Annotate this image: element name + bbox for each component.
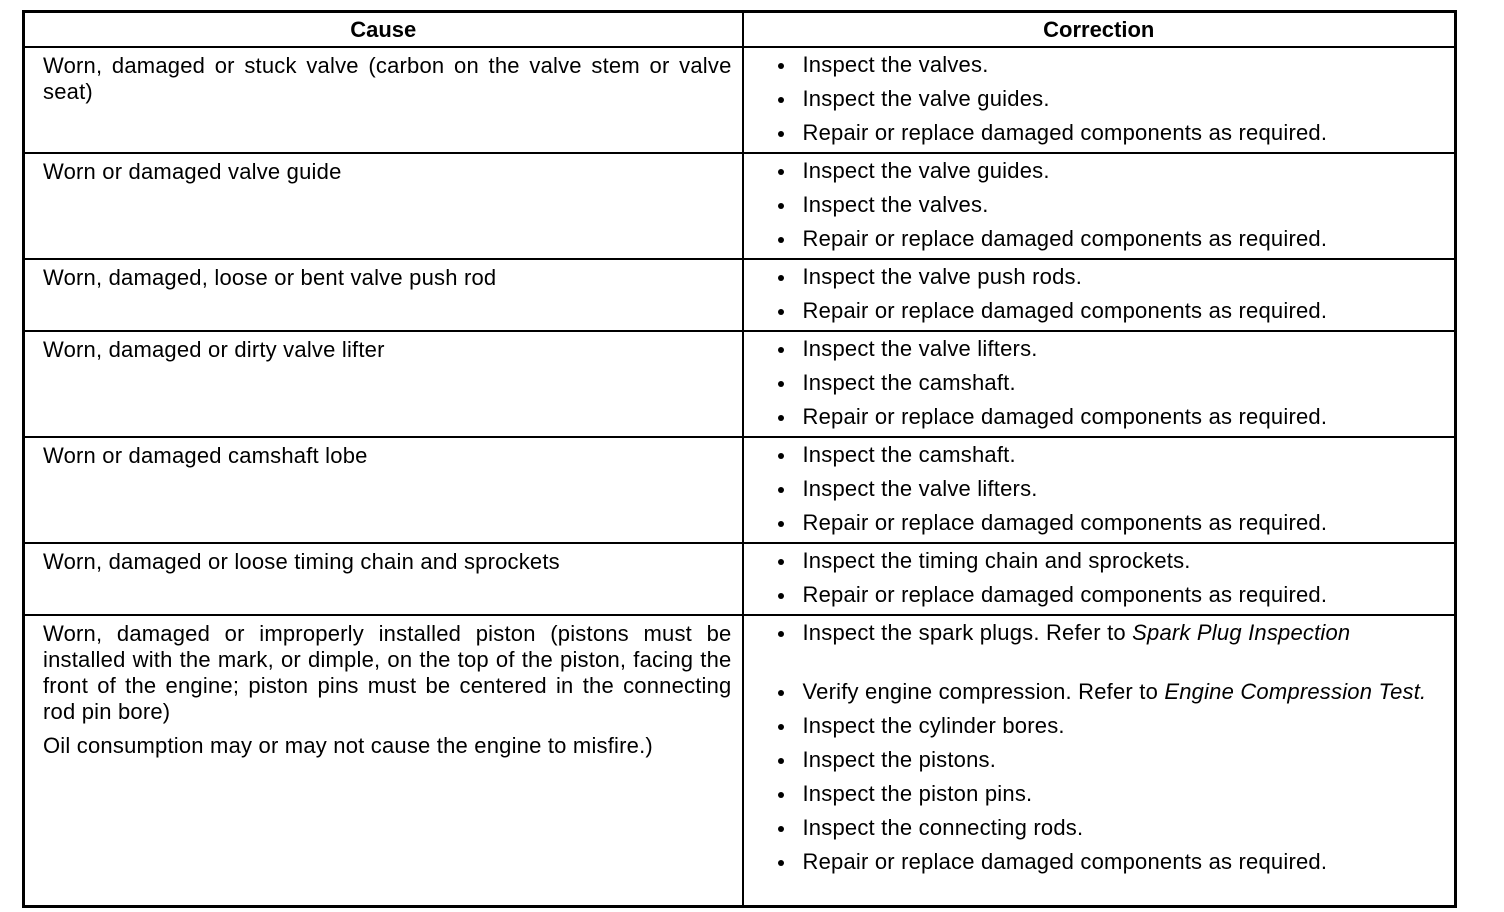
- cause-cell: [24, 47, 743, 153]
- header-row: [24, 12, 1456, 48]
- correction-text: Repair or replace damaged components as required.: [802, 226, 1328, 251]
- bullet-icon: [778, 758, 784, 764]
- correction-text: Repair or replace damaged components as required.: [802, 510, 1328, 535]
- bullet-icon: [778, 593, 784, 599]
- correction-list: [778, 442, 1449, 536]
- correction-text: Repair or replace damaged components as required.: [802, 298, 1328, 323]
- correction-list: [778, 620, 1449, 875]
- bullet-icon: [778, 275, 784, 281]
- table-row: [24, 615, 1456, 907]
- cause-correction-table: [22, 10, 1457, 908]
- bullet-icon: [778, 631, 784, 637]
- list-item: [778, 370, 1449, 396]
- list-item: [778, 713, 1449, 739]
- correction-text: Inspect the valves.: [802, 192, 989, 217]
- bullet-icon: [778, 203, 784, 209]
- reference-link[interactable]: Engine Compression Test.: [1164, 679, 1427, 704]
- correction-cell: [743, 153, 1456, 259]
- correction-cell: [743, 259, 1456, 331]
- bullet-icon: [778, 690, 784, 696]
- correction-list: [778, 52, 1449, 146]
- correction-text: Inspect the valve push rods.: [802, 264, 1083, 289]
- list-item: [778, 815, 1449, 841]
- cause-cell: [24, 259, 743, 331]
- correction-text: Inspect the connecting rods.: [802, 815, 1084, 840]
- bullet-icon: [778, 559, 784, 565]
- list-item: [778, 404, 1449, 430]
- table-row: [24, 47, 1456, 153]
- list-item: [778, 120, 1449, 146]
- correction-text: Verify engine compression. Refer to: [802, 679, 1165, 704]
- list-item: [778, 679, 1449, 705]
- header-correction: Correction: [743, 12, 1456, 48]
- correction-text: Repair or replace damaged components as required.: [802, 849, 1328, 874]
- table-row: [24, 543, 1456, 615]
- cause-cell: [24, 543, 743, 615]
- correction-text: Inspect the valve guides.: [802, 158, 1050, 183]
- cause-cell: [24, 437, 743, 543]
- correction-cell: [743, 47, 1456, 153]
- table-row: [24, 153, 1456, 259]
- table-row: [24, 259, 1456, 331]
- correction-list: [778, 158, 1449, 252]
- cause-note: Oil consumption may or may not cause the engine to misfire.): [43, 733, 653, 758]
- correction-text: Inspect the valves.: [802, 52, 989, 77]
- cause-text: Worn, damaged or improperly installed piston (pistons must be installed with the mark, or dimple, on the top of the piston, facing the front of the engine; piston pins must be centered in the connecting rod pin bore): [43, 621, 732, 724]
- correction-list: [778, 336, 1449, 430]
- bullet-icon: [778, 309, 784, 315]
- bullet-icon: [778, 237, 784, 243]
- correction-text: Inspect the cylinder bores.: [802, 713, 1065, 738]
- cause-text: Worn, damaged or stuck valve (carbon on the valve stem or valve seat): [43, 53, 732, 104]
- cause-text: Worn, damaged, loose or bent valve push rod: [43, 265, 497, 290]
- correction-text: Inspect the valve guides.: [802, 86, 1050, 111]
- bullet-icon: [778, 860, 784, 866]
- correction-list: [778, 264, 1449, 324]
- cause-cell: [24, 615, 743, 907]
- bullet-icon: [778, 826, 784, 832]
- list-item: [778, 476, 1449, 502]
- correction-cell: [743, 437, 1456, 543]
- list-item: [778, 192, 1449, 218]
- correction-text: Repair or replace damaged components as required.: [802, 582, 1328, 607]
- correction-cell: [743, 543, 1456, 615]
- correction-cell: [743, 331, 1456, 437]
- bullet-icon: [778, 131, 784, 137]
- correction-text: Inspect the camshaft.: [802, 442, 1016, 467]
- list-item: [778, 298, 1449, 324]
- list-item: [778, 747, 1449, 773]
- list-item: [778, 620, 1449, 646]
- correction-text: Repair or replace damaged components as required.: [802, 120, 1328, 145]
- correction-text: Inspect the spark plugs. Refer to: [802, 620, 1133, 645]
- table-row: [24, 331, 1456, 437]
- correction-cell: [743, 615, 1456, 907]
- list-item: [778, 442, 1449, 468]
- correction-text: Inspect the camshaft.: [802, 370, 1016, 395]
- list-item: [778, 264, 1449, 290]
- bullet-icon: [778, 487, 784, 493]
- reference-link[interactable]: Spark Plug Inspection: [1132, 620, 1351, 645]
- list-item: [778, 849, 1449, 875]
- bullet-icon: [778, 97, 784, 103]
- bullet-icon: [778, 381, 784, 387]
- cause-text: Worn or damaged camshaft lobe: [43, 443, 368, 468]
- list-item: [778, 52, 1449, 78]
- bullet-icon: [778, 792, 784, 798]
- bullet-icon: [778, 63, 784, 69]
- correction-text: Repair or replace damaged components as required.: [802, 404, 1328, 429]
- cause-text: Worn, damaged or dirty valve lifter: [43, 337, 385, 362]
- cause-text: Worn, damaged or loose timing chain and sprockets: [43, 549, 560, 574]
- correction-list: [778, 548, 1449, 608]
- list-item: [778, 158, 1449, 184]
- cause-cell: [24, 153, 743, 259]
- list-item: [778, 510, 1449, 536]
- list-item: [778, 226, 1449, 252]
- correction-text: Inspect the valve lifters.: [802, 476, 1038, 501]
- bullet-icon: [778, 453, 784, 459]
- bullet-icon: [778, 415, 784, 421]
- list-item: [778, 548, 1449, 574]
- cause-cell: [24, 331, 743, 437]
- bullet-icon: [778, 521, 784, 527]
- bullet-icon: [778, 724, 784, 730]
- correction-text: Inspect the valve lifters.: [802, 336, 1038, 361]
- table-row: [24, 437, 1456, 543]
- header-cause: Cause: [24, 12, 743, 48]
- bullet-icon: [778, 169, 784, 175]
- correction-text: Inspect the piston pins.: [802, 781, 1033, 806]
- correction-text: Inspect the timing chain and sprockets.: [802, 548, 1191, 573]
- correction-text: Inspect the pistons.: [802, 747, 997, 772]
- list-item: [778, 86, 1449, 112]
- bullet-icon: [778, 347, 784, 353]
- list-item: [778, 336, 1449, 362]
- cause-text: Worn or damaged valve guide: [43, 159, 342, 184]
- list-item: [778, 582, 1449, 608]
- list-item: [778, 781, 1449, 807]
